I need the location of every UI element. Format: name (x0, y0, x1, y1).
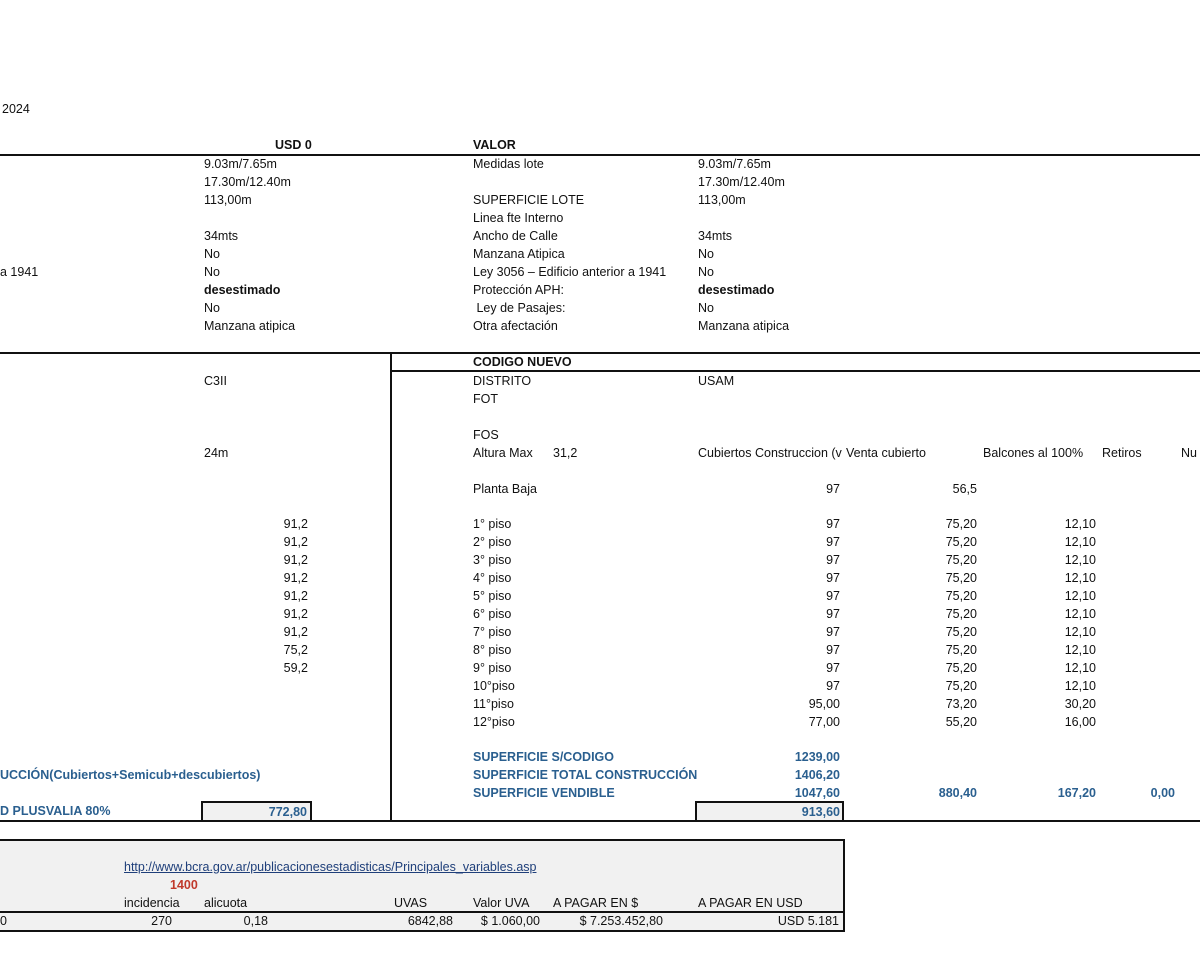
sup-total-label: SUPERFICIE TOTAL CONSTRUCCIÓN (473, 768, 698, 782)
fot-label: FOT (473, 392, 498, 406)
bcra-link-text[interactable]: http://www.bcra.gov.ar/publicacionesestadisticas/Principales_variables.asp (124, 860, 537, 874)
label-ley-3056: Ley 3056 – Edificio anterior a 1941 (473, 265, 667, 279)
floor-cubiertos: 97 (826, 571, 840, 585)
left-plusvalia-value: 772,80 (268, 805, 307, 819)
label-otra-afectacion: Otra afectación (473, 319, 558, 333)
floor-cubiertos: 97 (826, 625, 840, 639)
valor-header: VALOR (473, 138, 516, 152)
retiros-total: 0,00 (1150, 786, 1175, 800)
left-value: Manzana atipica (204, 319, 296, 333)
left-value: No (204, 247, 220, 261)
value-valor-uva: $ 1.060,00 (480, 914, 540, 928)
right-value: No (698, 247, 714, 261)
left-value: No (204, 265, 220, 279)
floor-venta: 73,20 (945, 697, 977, 711)
fos-label: FOS (473, 428, 499, 442)
floor-cubiertos: 97 (826, 589, 840, 603)
floor-cubiertos: 97 (826, 517, 840, 531)
sup-codigo-value: 1239,00 (794, 750, 840, 764)
planta-baja-venta: 56,5 (952, 482, 977, 496)
left-plusvalia-box (201, 801, 312, 822)
planta-baja-label: Planta Baja (473, 482, 537, 496)
value-pagar-pesos: $ 7.253.452,80 (579, 914, 663, 928)
header-valor-uva: Valor UVA (473, 896, 530, 910)
floor-balcones: 12,10 (1064, 643, 1096, 657)
header-pagar-usd: A PAGAR EN USD (698, 896, 803, 910)
col-header-nu: Nu (1181, 446, 1197, 460)
altura-value: 31,2 (553, 446, 578, 460)
floor-cubiertos: 97 (826, 553, 840, 567)
altura-label: Altura Max (473, 446, 533, 460)
bcra-link[interactable] (124, 859, 536, 875)
header-incidencia: incidencia (124, 896, 180, 910)
distrito-label: DISTRITO (473, 374, 532, 388)
left-floor-value: 91,2 (283, 589, 308, 603)
left-value: No (204, 301, 220, 315)
floor-label: 6° piso (473, 607, 512, 621)
floor-cubiertos: 97 (826, 535, 840, 549)
floor-balcones: 12,10 (1064, 553, 1096, 567)
venta-total: 880,40 (938, 786, 977, 800)
floor-label: 3° piso (473, 553, 512, 567)
header-uvas: UVAS (394, 896, 428, 910)
floor-label: 2° piso (473, 535, 512, 549)
floor-venta: 75,20 (945, 571, 977, 585)
divider-codigo-sub (390, 370, 1200, 372)
label-ley-pasajes: Ley de Pasajes: (473, 301, 566, 315)
value-pagar-usd: USD 5.181 (777, 914, 839, 928)
ley-fragment: a 1941 (0, 265, 39, 279)
col-header-balcones: Balcones al 100% (983, 446, 1084, 460)
floor-balcones: 12,10 (1064, 571, 1096, 585)
floor-label: 1° piso (473, 517, 512, 531)
floor-venta: 75,20 (945, 679, 977, 693)
floor-label: 10°piso (473, 679, 515, 693)
floor-balcones: 16,00 (1064, 715, 1096, 729)
col-header-venta: Venta cubierto (846, 446, 926, 460)
plusvalia-box (695, 801, 844, 822)
right-value: 34mts (698, 229, 733, 243)
floor-balcones: 30,20 (1064, 697, 1096, 711)
sup-vendible-value: 1047,60 (794, 786, 840, 800)
header-pagar-pesos: A PAGAR EN $ (553, 896, 639, 910)
floor-venta: 75,20 (945, 517, 977, 531)
value-incidencia: 270 (151, 914, 172, 928)
label-superficie-lote: SUPERFICIE LOTE (473, 193, 585, 207)
floor-venta: 55,20 (945, 715, 977, 729)
divider-vertical (390, 352, 392, 822)
value-uvas: 6842,88 (407, 914, 453, 928)
floor-cubiertos: 97 (826, 661, 840, 675)
plusvalia-value: 913,60 (801, 805, 840, 819)
right-value: desestimado (698, 283, 775, 297)
floor-balcones: 12,10 (1064, 607, 1096, 621)
label-proteccion: Protección APH: (473, 283, 565, 297)
left-code: C3II (204, 374, 227, 388)
floor-label: 9° piso (473, 661, 512, 675)
floor-cubiertos: 97 (826, 607, 840, 621)
uva-panel-top (0, 839, 845, 841)
left-floor-value: 59,2 (283, 661, 308, 675)
left-floor-value: 91,2 (283, 571, 308, 585)
usd-header: USD 0 (275, 138, 312, 152)
floor-venta: 75,20 (945, 535, 977, 549)
balcones-total: 167,20 (1057, 786, 1096, 800)
uva-panel-right (843, 839, 845, 932)
right-value: 113,00m (698, 193, 746, 207)
floor-venta: 75,20 (945, 553, 977, 567)
right-value: 9.03m/7.65m (698, 157, 771, 171)
floor-label: 8° piso (473, 643, 512, 657)
codigo-nuevo-title: CODIGO NUEVO (473, 355, 572, 369)
left-floor-value: 91,2 (283, 625, 308, 639)
floor-cubiertos: 97 (826, 679, 840, 693)
floor-label: 5° piso (473, 589, 512, 603)
col-header-cubiertos: Cubiertos Construccion (v (698, 446, 842, 460)
label-manzana: Manzana Atipica (473, 247, 565, 261)
uva-panel-bottom (0, 930, 845, 932)
left-value: 113,00m (204, 193, 252, 207)
floor-cubiertos: 97 (826, 643, 840, 657)
year-label: 2024 (2, 102, 30, 116)
left-floor-value: 91,2 (283, 535, 308, 549)
right-value: No (698, 265, 714, 279)
floor-venta: 75,20 (945, 589, 977, 603)
label-linea-fte: Linea fte Interno (473, 211, 564, 225)
left-plusvalia-label: D PLUSVALIA 80% (0, 804, 111, 818)
col-header-retiros: Retiros (1102, 446, 1142, 460)
sup-codigo-label: SUPERFICIE S/CODIGO (473, 750, 614, 764)
planta-baja-cubiertos: 97 (826, 482, 840, 496)
floor-cubiertos: 77,00 (808, 715, 840, 729)
floor-venta: 75,20 (945, 607, 977, 621)
left-value: 34mts (204, 229, 239, 243)
floor-balcones: 12,10 (1064, 517, 1096, 531)
sup-total-value: 1406,20 (794, 768, 840, 782)
sup-vendible-label: SUPERFICIE VENDIBLE (473, 786, 615, 800)
divider-top (0, 154, 1200, 156)
floor-cubiertos: 95,00 (808, 697, 840, 711)
left-value: desestimado (204, 283, 281, 297)
floor-balcones: 12,10 (1064, 535, 1096, 549)
floor-label: 7° piso (473, 625, 512, 639)
label-ancho-calle: Ancho de Calle (473, 229, 558, 243)
floor-balcones: 12,10 (1064, 589, 1096, 603)
label-medidas: Medidas lote (473, 157, 544, 171)
left-floor-value: 91,2 (283, 553, 308, 567)
left-construccion-label: UCCIÓN(Cubiertos+Semicub+descubiertos) (0, 768, 261, 782)
left-value: 9.03m/7.65m (204, 157, 277, 171)
distrito-value: USAM (698, 374, 735, 388)
left-floor-value: 91,2 (283, 607, 308, 621)
floor-venta: 75,20 (945, 625, 977, 639)
right-value: 17.30m/12.40m (698, 175, 785, 189)
floor-label: 12°piso (473, 715, 515, 729)
left-floor-value: 75,2 (283, 643, 308, 657)
floor-balcones: 12,10 (1064, 679, 1096, 693)
red-value: 1400 (170, 878, 198, 892)
value-alicuota: 0,18 (243, 914, 268, 928)
right-value: No (698, 301, 714, 315)
left-floor-value: 91,2 (283, 517, 308, 531)
divider-section2-bottom (0, 820, 1200, 822)
floor-balcones: 12,10 (1064, 661, 1096, 675)
row-fragment: 0 (0, 914, 7, 928)
floor-venta: 75,20 (945, 661, 977, 675)
left-altura: 24m (204, 446, 229, 460)
floor-venta: 75,20 (945, 643, 977, 657)
floor-balcones: 12,10 (1064, 625, 1096, 639)
right-value: Manzana atipica (698, 319, 790, 333)
header-alicuota: alicuota (204, 896, 248, 910)
divider-codigo-top (0, 352, 1200, 354)
left-value: 17.30m/12.40m (204, 175, 291, 189)
floor-label: 4° piso (473, 571, 512, 585)
floor-label: 11°piso (473, 697, 514, 711)
